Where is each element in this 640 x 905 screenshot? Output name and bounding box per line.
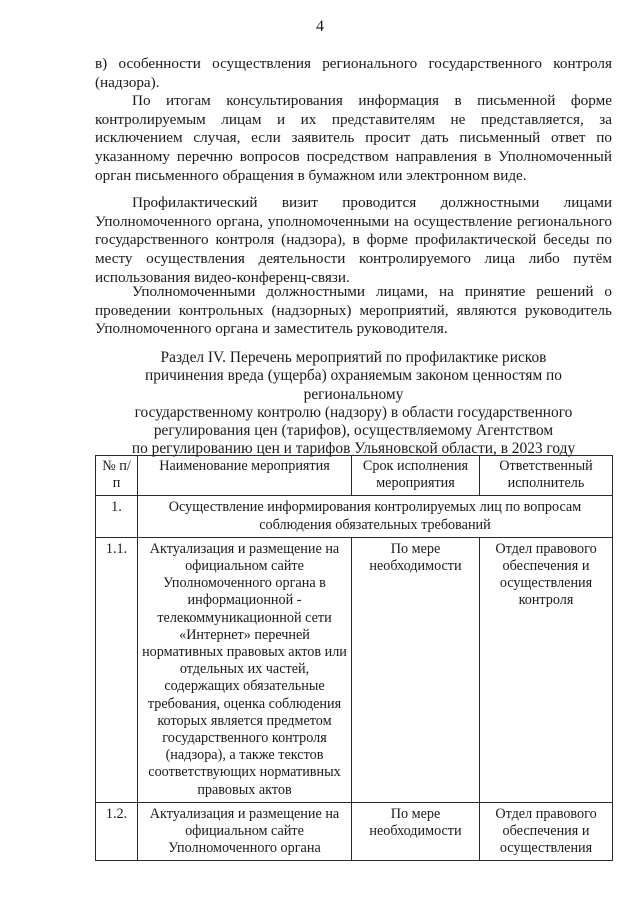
section-title-line: по регулированию цен и тарифов Ульяновской области, в 2023 году — [131, 440, 576, 458]
paragraph-preventive-visit: Профилактический визит проводится должностными лицами Уполномоченного органа, уполномоченными на осуществление регионального государственного контроля (надзора), в форме профилактической беседы по месту осуществления деятельности контролируемого лица либо путём использования видео-конференц-связи. — [95, 194, 612, 286]
table-header-row — [96, 456, 613, 496]
section-title-line: Раздел IV. Перечень мероприятий по профилактике рисков — [160, 349, 547, 366]
page-number: 4 — [316, 18, 324, 35]
row-executor: Отдел правового обеспечения и осуществления контроля — [480, 537, 613, 802]
row-number: 1.1. — [96, 537, 138, 802]
row-executor-text: Отдел правового обеспечения и осуществления — [495, 805, 597, 857]
table-section-row — [96, 496, 613, 537]
section-title-line: государственному контролю (надзору) в области государственного — [134, 403, 573, 421]
row-number-text: 1.2. — [105, 805, 128, 822]
row-measure-name — [138, 802, 352, 861]
row-deadline — [352, 802, 480, 861]
header-executor: Ответственный исполнитель — [480, 456, 613, 496]
paragraph-authorized-officials: Уполномоченными должностными лицами, на принятие решений о проведении контрольных (надзорных) мероприятий, являются руководитель Уполномоченного органа и заместитель руководителя. — [95, 283, 612, 338]
paragraph-consultation-results: По итогам консультирования информация в письменной форме контролируемым лицам и их представителям не представляется, за исключением случая, если заявитель просит дать письменный ответ по указанному перечню вопросов посредством направления в Уполномоченный орган письменного обращения в бумажном или электронном виде. — [95, 92, 612, 184]
row-measure-name: Актуализация и размещение на официальном сайте Уполномоченного органа в информационной - телекоммуникационной сети «Интернет» перечней нормативных правовых актов или отдельных их частей, содержащих обязательные требования, оценка соблюдения которых является предметом государственного контроля (надзора), а также текстов соответствующих нормативных правовых актов — [138, 537, 352, 802]
section-title-line: регулирования цен (тарифов), осуществляемому Агентством — [153, 422, 554, 440]
section-number: 1. — [96, 496, 138, 537]
header-deadline: Срок исполнения мероприятия — [352, 456, 480, 496]
section-title — [95, 349, 612, 459]
measures-table — [95, 455, 613, 861]
row-deadline: По мере необходимости — [352, 537, 480, 802]
table-row — [96, 537, 613, 802]
table-row — [96, 802, 613, 861]
section-text: Осуществление информирования контролируемых лиц по вопросам соблюдения обязательных требований — [138, 496, 613, 537]
row-measure-name-text: Актуализация и размещение на официальном сайте Уполномоченного органа — [149, 805, 340, 857]
row-deadline-text: По мере необходимости — [369, 805, 462, 840]
header-number: № п/п — [96, 456, 138, 496]
row-executor — [480, 802, 613, 861]
row-number — [96, 802, 138, 861]
header-measure-name: Наименование мероприятия — [138, 456, 352, 496]
section-title-line: причинения вреда (ущерба) охраняемым законом ценностям по региональному — [145, 367, 562, 403]
paragraph-features: в) особенности осуществления регионального государственного контроля (надзора). — [95, 55, 612, 91]
